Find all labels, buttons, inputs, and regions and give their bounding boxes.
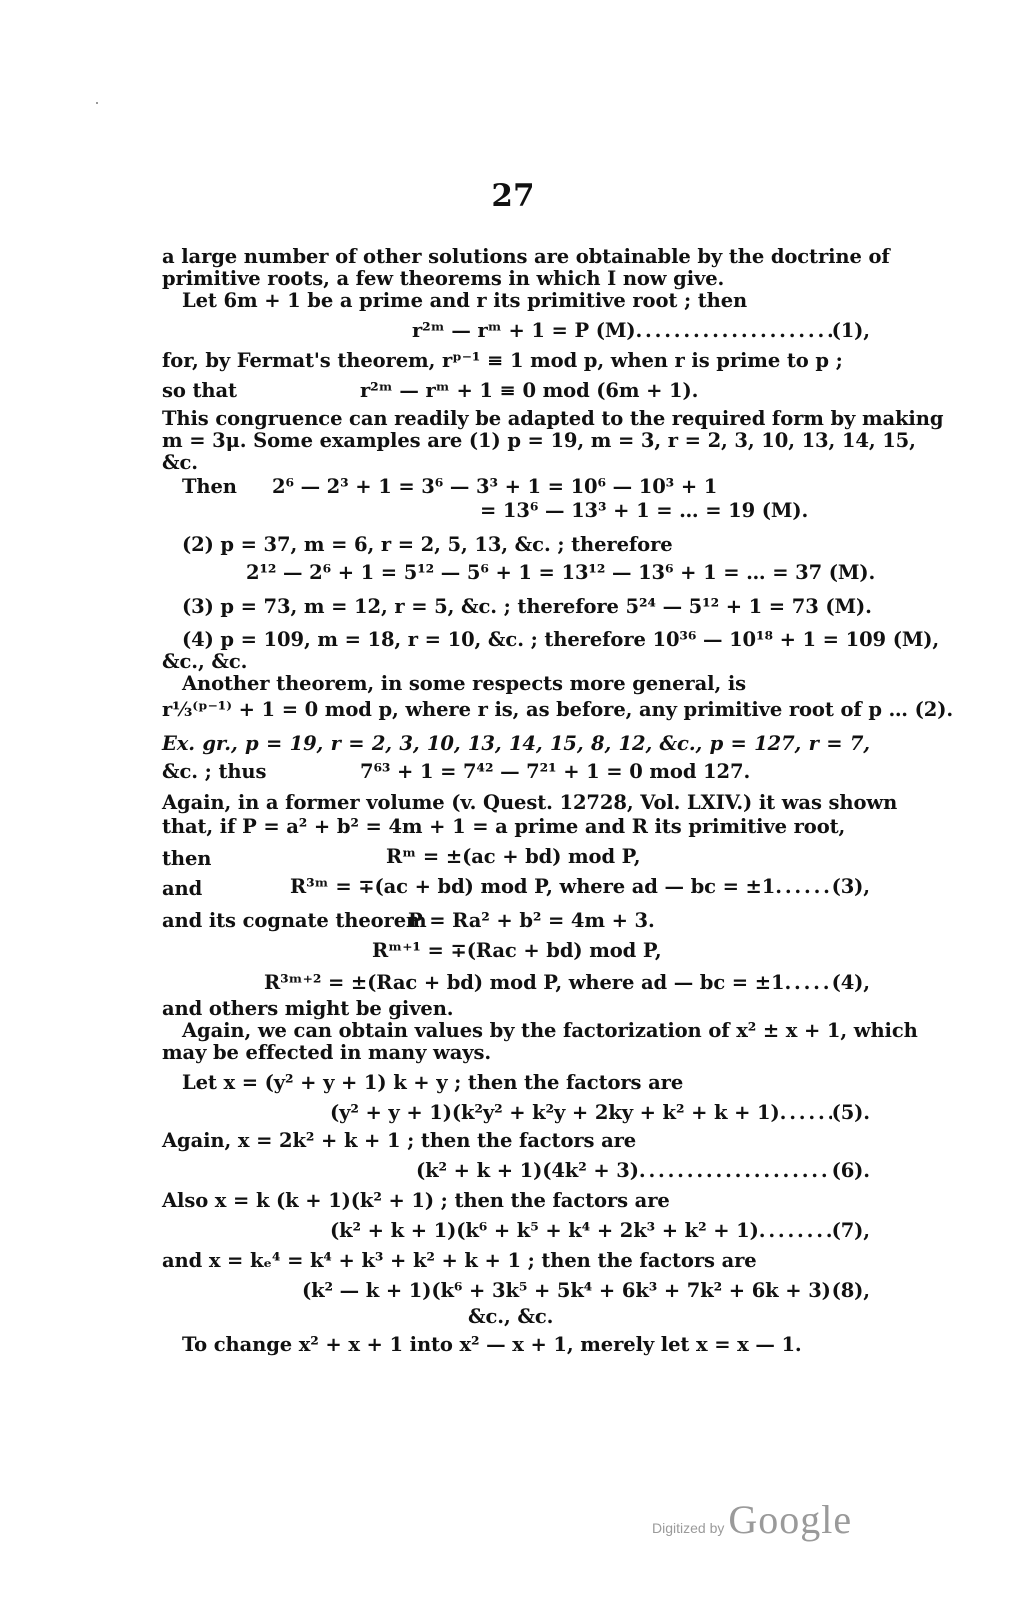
equation-1-number: (1), (831, 319, 870, 342)
example-2-header: (2) p = 37, m = 6, r = 2, 5, 13, &c. ; therefore (182, 533, 673, 556)
text-line-and: and (162, 877, 203, 900)
text-line-cognate: and its cognate theorem (162, 909, 427, 932)
text-line-examples: m = 3μ. Some examples are (1) p = 19, m = 3, r = 2, 3, 10, 13, 14, 15, (162, 429, 916, 452)
example-1-equation-b: = 13⁶ — 13³ + 1 = … = 19 (M). (480, 499, 809, 522)
text-line-and-x: and x = kₑ⁴ = k⁴ + k³ + k² + k + 1 ; then the factors are (162, 1249, 757, 1272)
equation-7-number: (7), (831, 1219, 870, 1242)
page-number: 27 (491, 178, 535, 214)
text-line-3: Let 6m + 1 be a prime and r its primitive root ; then (182, 289, 748, 312)
equation-6-body: (k² + k + 1)(4k² + 3) (416, 1159, 639, 1182)
equation-r-m-plus-1: Rᵐ⁺¹ = ∓(Rac + bd) mod P, (372, 939, 662, 962)
equation-3-body: R³ᵐ = ∓(ac + bd) mod P, where ad — bc = ±1 (290, 875, 776, 898)
digitized-by-google-watermark (652, 1496, 852, 1543)
text-line-then-2: then (162, 847, 212, 870)
congruence-line: r²ᵐ — rᵐ + 1 ≡ 0 mod (6m + 1). (360, 379, 699, 402)
equation-5-number: (5). (831, 1101, 870, 1124)
dot-leader (784, 972, 831, 994)
equation-3-number: (3), (831, 875, 870, 898)
example-2-equation: 2¹² — 2⁶ + 1 = 5¹² — 5⁶ + 1 = 13¹² — 13⁶ + 1 = … = 37 (M). (246, 561, 876, 584)
equation-8-number: (8), (831, 1279, 870, 1302)
equation-6-number: (6). (831, 1159, 870, 1182)
text-line-to-change: To change x² + x + 1 into x² — x + 1, merely let x = x — 1. (182, 1333, 802, 1356)
watermark-prefix: Digitized by (652, 1520, 725, 1536)
example-1-equation-a: 2⁶ — 2³ + 1 = 3⁶ — 3³ + 1 = 10⁶ — 10³ + 1 (272, 475, 718, 498)
text-line-many-ways: may be effected in many ways. (162, 1041, 492, 1064)
equation-1-body: r²ᵐ — rᵐ + 1 = P (M) (412, 319, 636, 342)
text-line-etc-etc: &c., &c. (162, 650, 248, 673)
example-gratia: Ex. gr., p = 19, r = 2, 3, 10, 13, 14, 15, 8, 12, &c., p = 127, r = 7, (162, 732, 870, 755)
text-line-thus: &c. ; thus (162, 760, 267, 783)
google-logo: Google (728, 1497, 853, 1542)
text-line-another-theorem: Another theorem, in some respects more general, is (182, 672, 747, 695)
example-3: (3) p = 73, m = 12, r = 5, &c. ; therefore 5²⁴ — 5¹² + 1 = 73 (M). (182, 595, 872, 618)
text-line-that-if: that, if P = a² + b² = 4m + 1 = a prime and R its primitive root, (162, 815, 846, 838)
equation-4-body: R³ᵐ⁺² = ±(Rac + bd) mod P, where ad — bc = ±1 (264, 971, 785, 994)
dot-leader (775, 876, 831, 898)
equation-r-m: Rᵐ = ±(ac + bd) mod P, (386, 845, 641, 868)
text-line-former-volume: Again, in a former volume (v. Quest. 12728, Vol. LXIV.) it was shown (162, 791, 898, 814)
text-line-factorization: Again, we can obtain values by the factorization of x² ± x + 1, which (182, 1019, 918, 1042)
text-line-also-x: Also x = k (k + 1)(k² + 1) ; then the factors are (162, 1189, 670, 1212)
text-line-again-x: Again, x = 2k² + k + 1 ; then the factors are (162, 1129, 637, 1152)
dot-leader (639, 1160, 832, 1182)
text-line-others: and others might be given. (162, 997, 454, 1020)
text-line-etc: &c. (162, 451, 198, 474)
dot-leader (635, 320, 831, 342)
equation-5-body: (y² + y + 1)(k²y² + k²y + 2ky + k² + k + 1) (330, 1101, 780, 1124)
text-line-1: a large number of other solutions are obtainable by the doctrine of (162, 245, 890, 268)
text-line-then: Then (182, 475, 237, 498)
equation-1 (412, 320, 870, 342)
equation-4 (264, 972, 870, 994)
dot-leader (759, 1220, 832, 1242)
equation-4-number: (4), (831, 971, 870, 994)
text-line-fermat: for, by Fermat's theorem, rᵖ⁻¹ ≡ 1 mod p, when r is prime to p ; (162, 349, 843, 372)
equation-3 (290, 876, 870, 898)
cognate-equation: P = Ra² + b² = 4m + 3. (408, 909, 655, 932)
equation-5 (330, 1102, 870, 1124)
equation-7 (330, 1220, 870, 1242)
equation-6 (416, 1160, 870, 1182)
equation-2: r⅓⁽ᵖ⁻¹⁾ + 1 = 0 mod p, where r is, as before, any primitive root of p … (2). (162, 698, 954, 721)
text-line-2: primitive roots, a few theorems in which I now give. (162, 267, 725, 290)
text-line-so-that: so that (162, 379, 237, 402)
text-line-let-x: Let x = (y² + y + 1) k + y ; then the factors are (182, 1071, 684, 1094)
text-line-congruence: This congruence can readily be adapted to the required form by making (162, 407, 944, 430)
example-thus-equation: 7⁶³ + 1 = 7⁴² — 7²¹ + 1 = 0 mod 127. (360, 760, 751, 783)
text-line-etc-final: &c., &c. (468, 1305, 554, 1328)
equation-7-body: (k² + k + 1)(k⁶ + k⁵ + k⁴ + 2k³ + k² + 1) (330, 1219, 759, 1242)
example-4: (4) p = 109, m = 18, r = 10, &c. ; therefore 10³⁶ — 10¹⁸ + 1 = 109 (M), (182, 628, 940, 651)
equation-8-body: (k² — k + 1)(k⁶ + 3k⁵ + 5k⁴ + 6k³ + 7k² + 6k + 3) (302, 1279, 831, 1302)
equation-8 (302, 1280, 870, 1302)
scan-speck (96, 102, 98, 104)
dot-leader (780, 1102, 832, 1124)
